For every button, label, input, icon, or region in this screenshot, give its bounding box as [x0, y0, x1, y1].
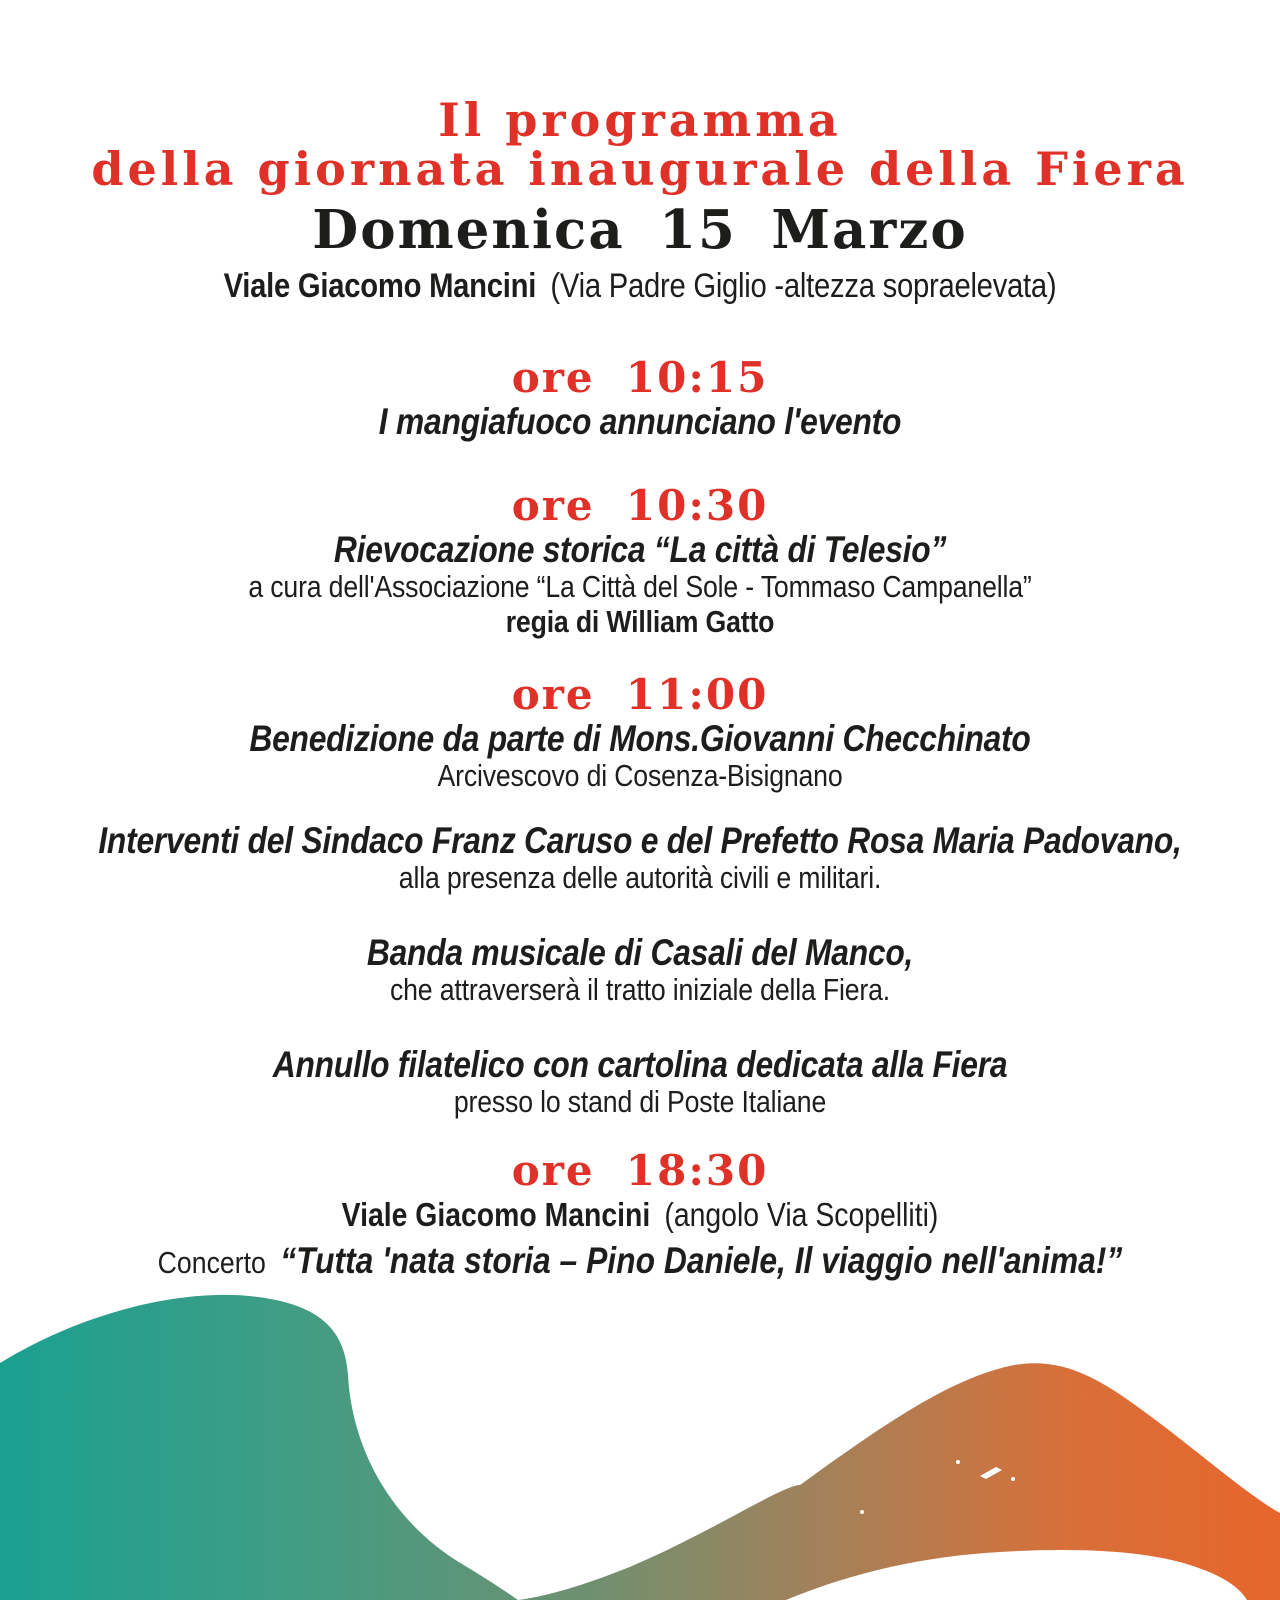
program-schedule [0, 353, 1280, 1283]
event-detail: a cura dell'Associazione “La Città del Sole - Tommaso Campanella” [248, 569, 1032, 605]
event-detail: presso lo stand di Poste Italiane [453, 1084, 827, 1120]
event-detail: Arcivescovo di Cosenza-Bisignano [437, 757, 843, 793]
event-title: Rievocazione storica “La città di Telesio” [333, 528, 947, 570]
event-time: ore 10:30 [511, 480, 769, 530]
event-title: Annullo filatelico con cartolina dedicata alla Fiera [272, 1044, 1008, 1086]
event-time: ore 18:30 [511, 1146, 769, 1196]
schedule-item [0, 480, 1280, 640]
location-street: Viale Giacomo Mancini [223, 267, 537, 306]
venue-detail: (angolo Via Scopelliti) [664, 1196, 939, 1234]
event-title: I mangiafuoco annunciano l'evento [378, 401, 902, 443]
event-title: Interventi del Sindaco Franz Caruso e del Prefetto Rosa Maria Padovano, [98, 819, 1182, 861]
schedule-item [0, 669, 1280, 794]
schedule-item [0, 820, 1280, 896]
event-detail: che attraverserà il tratto iniziale della Fiera. [389, 972, 890, 1008]
event-title: Banda musicale di Casali del Manco, [366, 931, 914, 973]
schedule-item [0, 353, 1280, 443]
wave-decoration [0, 1230, 1280, 1600]
event-location [90, 266, 1191, 307]
schedule-item [0, 932, 1280, 1008]
poster-title [0, 93, 1280, 196]
event-title: Benedizione da parte di Mons.Giovanni Checchinato [249, 717, 1031, 759]
title-line-1: Il programma [438, 93, 842, 147]
event-detail: alla presenza delle autorità civili e militari. [398, 860, 882, 896]
event-date: Domenica 15 Marzo [312, 198, 968, 261]
venue-street: Viale Giacomo Mancini [341, 1196, 651, 1234]
concert-title: “Tutta 'nata storia – Pino Daniele, Il viaggio nell'anima!” [280, 1240, 1123, 1282]
location-detail: (Via Padre Giglio -altezza sopraelevata) [550, 267, 1057, 306]
title-line-2: della giornata inaugurale della Fiera [91, 141, 1189, 196]
poster-header [0, 0, 1280, 307]
event-time: ore 11:00 [511, 669, 769, 719]
event-detail: regia di William Gatto [505, 603, 775, 639]
schedule-item [0, 1044, 1280, 1120]
event-time: ore 10:15 [511, 353, 769, 403]
concert-prefix: Concerto [157, 1245, 266, 1281]
